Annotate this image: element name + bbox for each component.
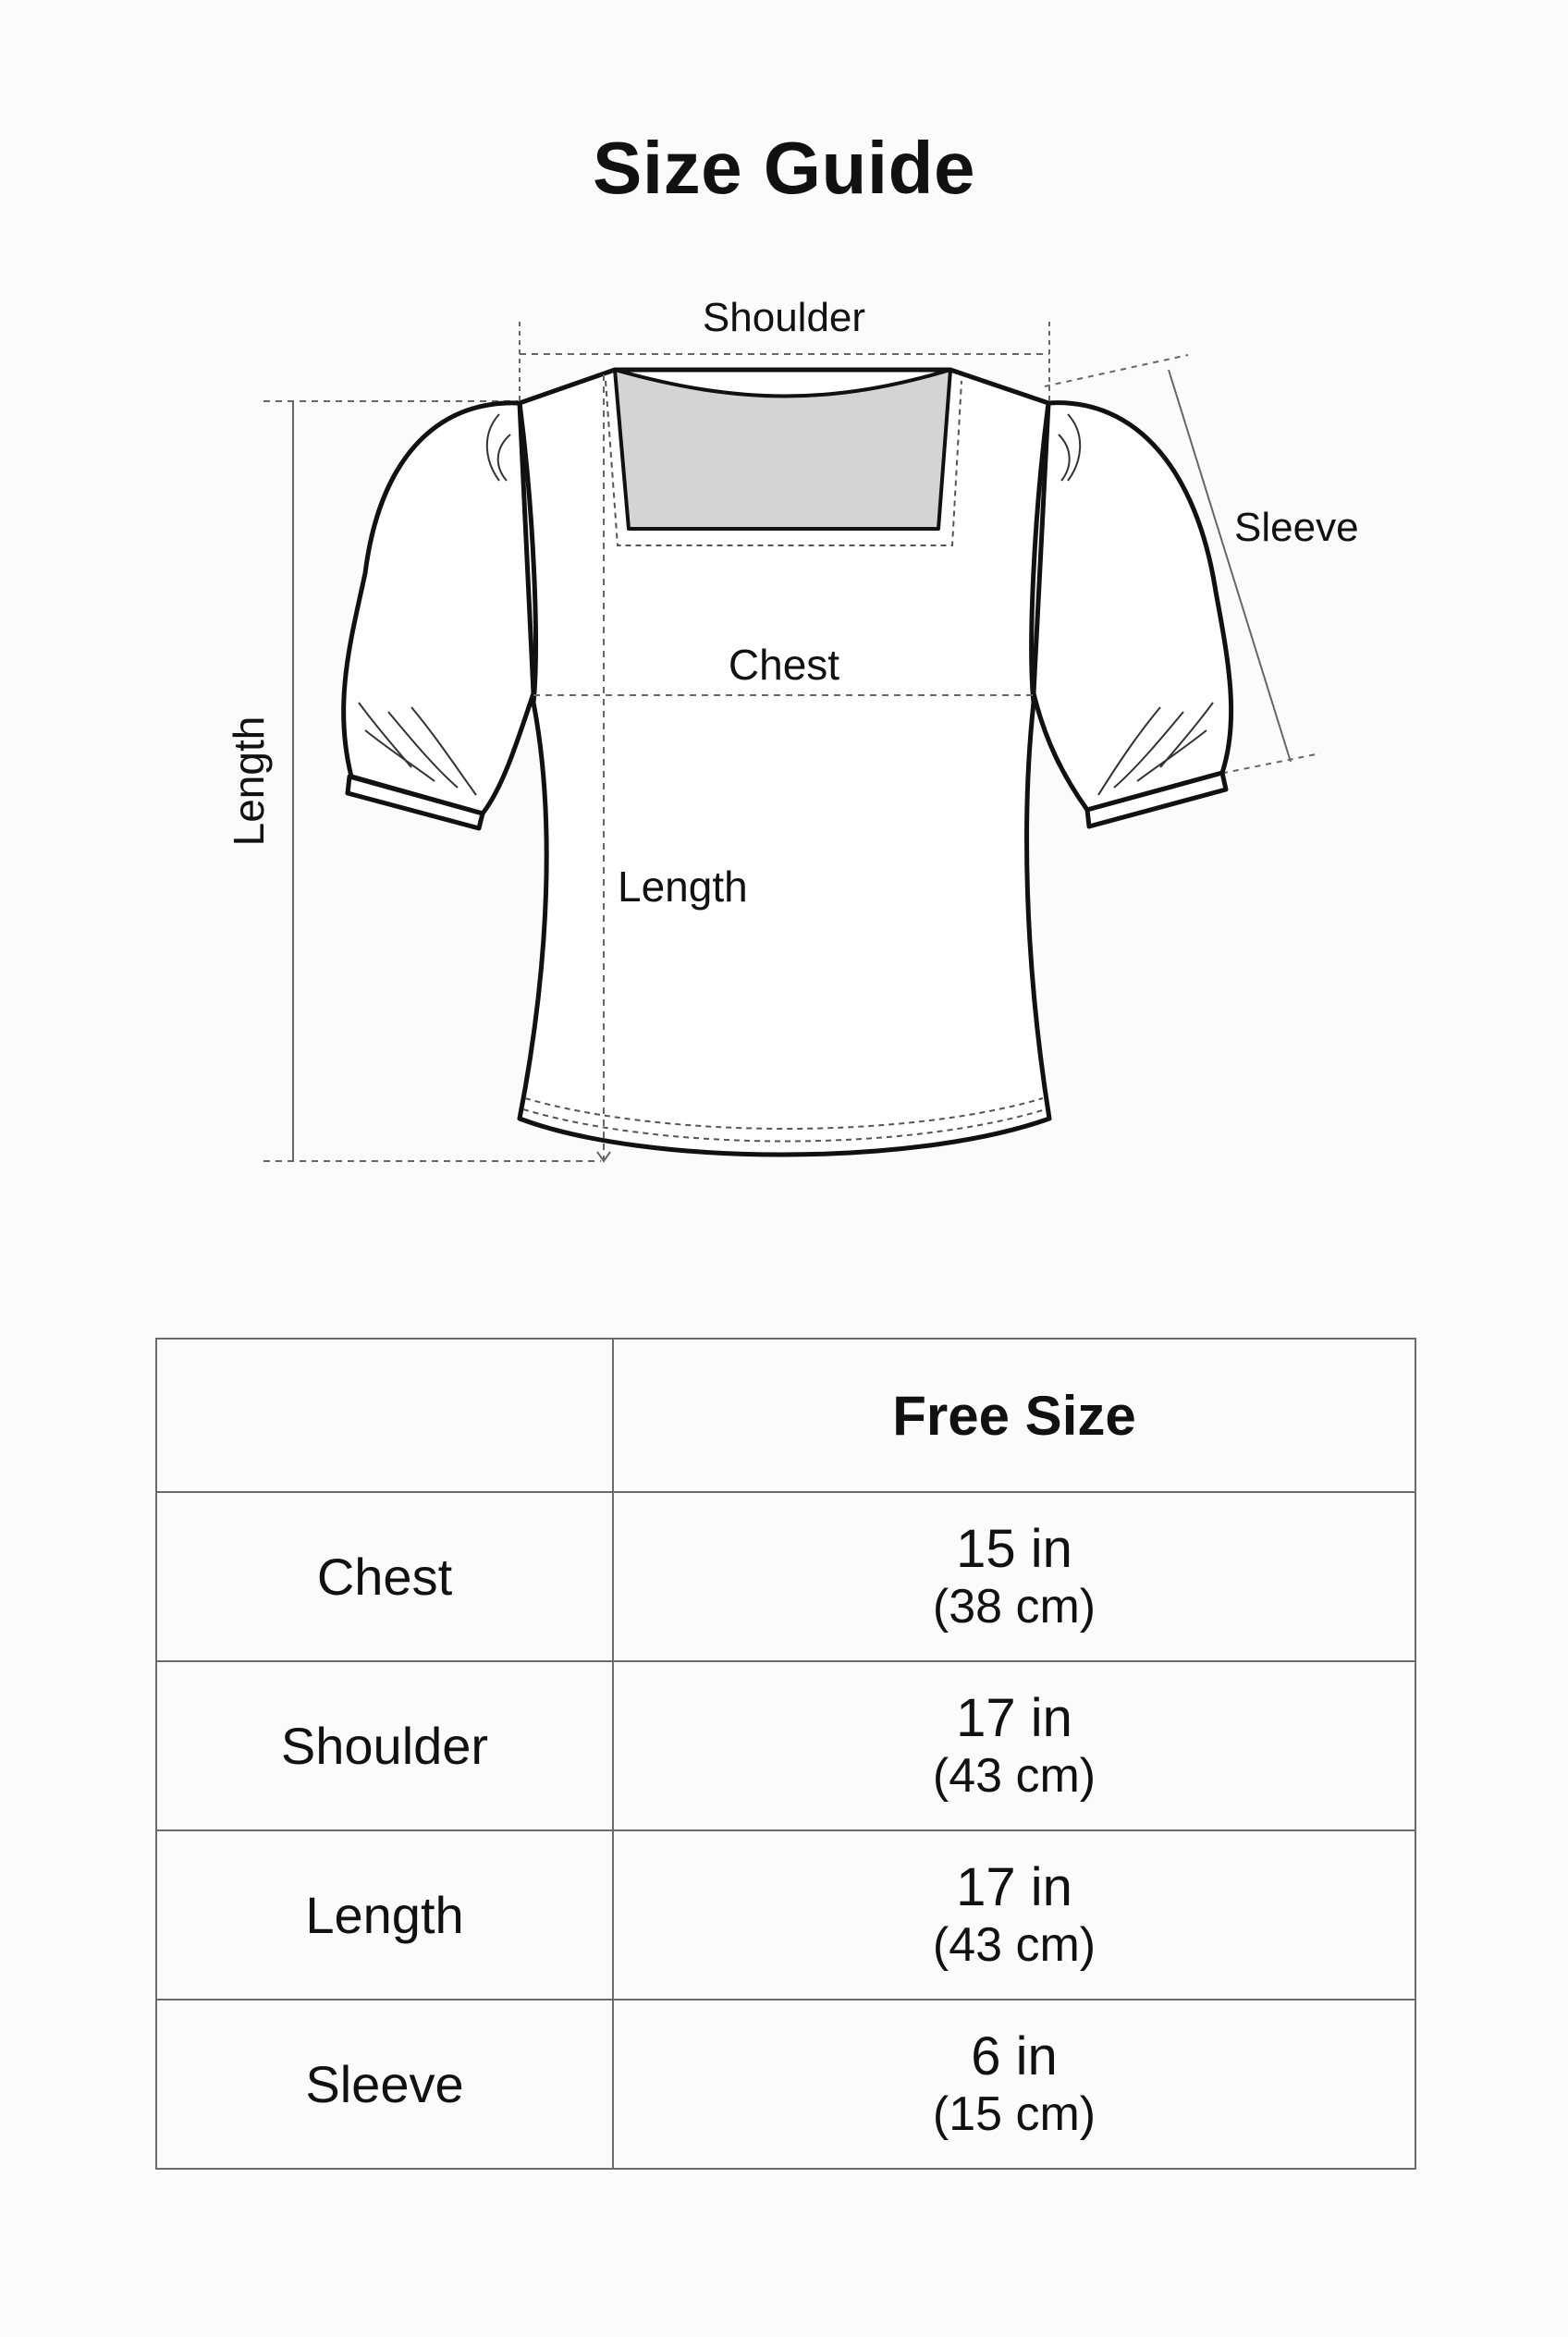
value-centimeters: (38 cm) xyxy=(932,1579,1096,1633)
value-cell-sleeve xyxy=(613,2000,1415,2169)
table-row xyxy=(156,2000,1415,2169)
size-table xyxy=(155,1338,1416,2170)
row-label-shoulder: Shoulder xyxy=(156,1661,613,1830)
table-row xyxy=(156,1661,1415,1830)
page-title: Size Guide xyxy=(593,127,975,209)
free-size-header: Free Size xyxy=(613,1339,1415,1492)
table-corner-cell xyxy=(156,1339,613,1492)
value-cell-chest xyxy=(613,1492,1415,1661)
value-centimeters: (43 cm) xyxy=(932,1917,1096,1972)
left-sleeve xyxy=(344,403,533,828)
value-cell-shoulder xyxy=(613,1661,1415,1830)
chest-label: Chest xyxy=(728,641,840,689)
length-outer-label: Length xyxy=(225,716,273,847)
table-row xyxy=(156,1830,1415,2000)
length-inner-label: Length xyxy=(618,863,748,911)
shoulder-label: Shoulder xyxy=(702,295,866,340)
sleeve-label: Sleeve xyxy=(1234,505,1359,550)
value-inches: 17 in xyxy=(956,1856,1072,1917)
value-inches: 17 in xyxy=(956,1687,1072,1748)
value-cell-length xyxy=(613,1830,1415,2000)
row-label-chest: Chest xyxy=(156,1492,613,1661)
value-centimeters: (15 cm) xyxy=(932,2086,1096,2141)
table-row xyxy=(156,1492,1415,1661)
value-centimeters: (43 cm) xyxy=(932,1748,1096,1803)
value-inches: 15 in xyxy=(956,1518,1072,1579)
row-label-length: Length xyxy=(156,1830,613,2000)
value-inches: 6 in xyxy=(971,2025,1058,2086)
right-sleeve xyxy=(1034,403,1231,826)
row-label-sleeve: Sleeve xyxy=(156,2000,613,2169)
square-neckline xyxy=(606,370,962,545)
table-header-row xyxy=(156,1339,1415,1492)
